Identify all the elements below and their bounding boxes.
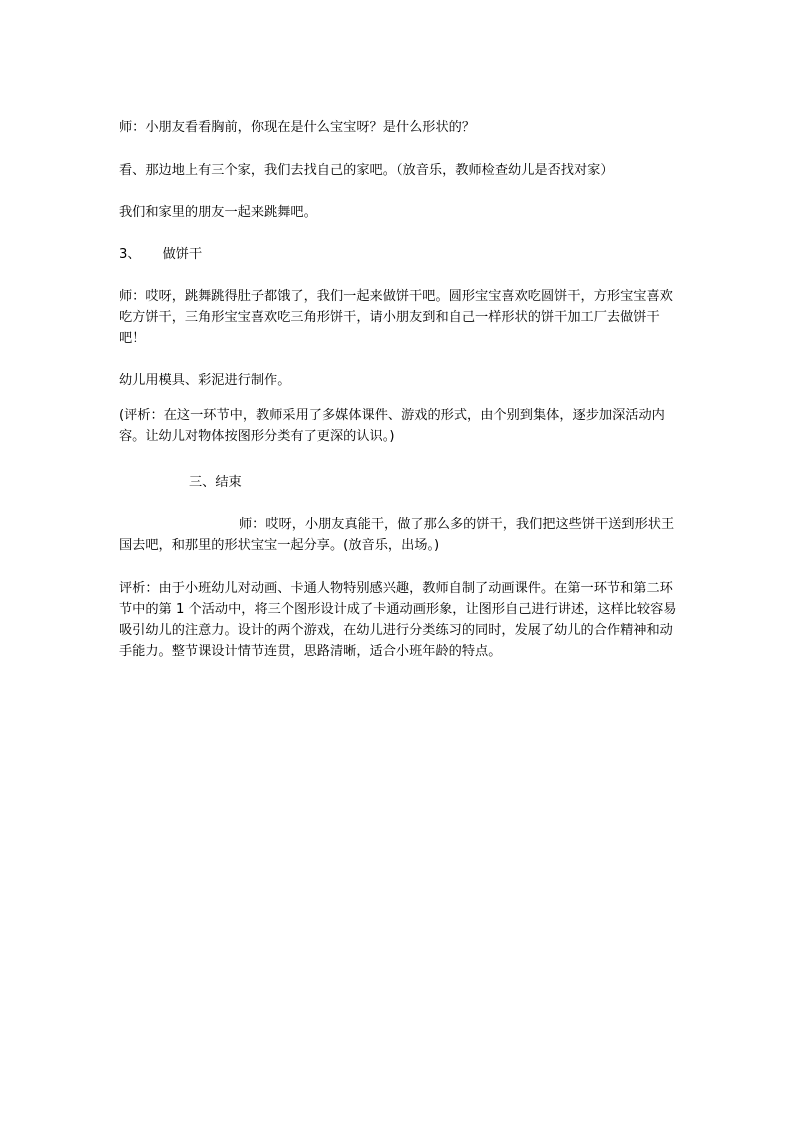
paragraph-children-make: 幼儿用模具、彩泥进行制作。 (119, 373, 291, 388)
paragraph-teacher-question: 师：小朋友看看胸前，你现在是什么宝宝呀？是什么形状的？ (119, 120, 476, 135)
section-title: 做饼干 (162, 247, 203, 262)
section-heading-ending: 三、结束 (189, 475, 242, 490)
section-heading-make-cookies (119, 244, 679, 265)
section-number: 3、 (119, 247, 141, 262)
paragraph-teacher-cookies: 师：哎呀，跳舞跳得肚子都饿了，我们一起来做饼干吧。圆形宝宝喜欢吃圆饼干，方形宝宝喜欢吃方饼干，三角形宝宝喜欢吃三角形饼干，请小朋友到和自己一样形状的饼干加工厂去做饼干吧！ (119, 289, 673, 346)
paragraph-find-home: 看、那边地上有三个家，我们去找自己的家吧。（放音乐，教师检查幼儿是否找对家） (119, 163, 614, 178)
paragraph-final-evaluation: 评析：由于小班幼儿对动画、卡通人物特别感兴趣，教师自制了动画课件。在第一环节和第二环节中的第 1 个活动中，将三个图形设计成了卡通动画形象，让图形自己进行讲述，这样比较容易吸引幼儿的注意力。设计的两个游戏，在幼儿进行分类练习的同时，发展了幼儿的合作精神和动手能力。整节课设计情节连贯，思路清晰，适合小班年龄的特点。 (119, 581, 677, 659)
paragraph-dance: 我们和家里的朋友一起来跳舞吧。 (119, 205, 317, 220)
paragraph-commentary: (评析：在这一环节中，教师采用了多媒体课件、游戏的形式，由个别到集体，逐步加深活动内容。让幼儿对物体按图形分类有了更深的认识。) (119, 408, 665, 444)
paragraph-teacher-ending: 师：哎呀，小朋友真能干，做了那么多的饼干，我们把这些饼干送到形状王国去吧，和那里的形状宝宝一起分享。(放音乐，出场。) (119, 517, 675, 553)
